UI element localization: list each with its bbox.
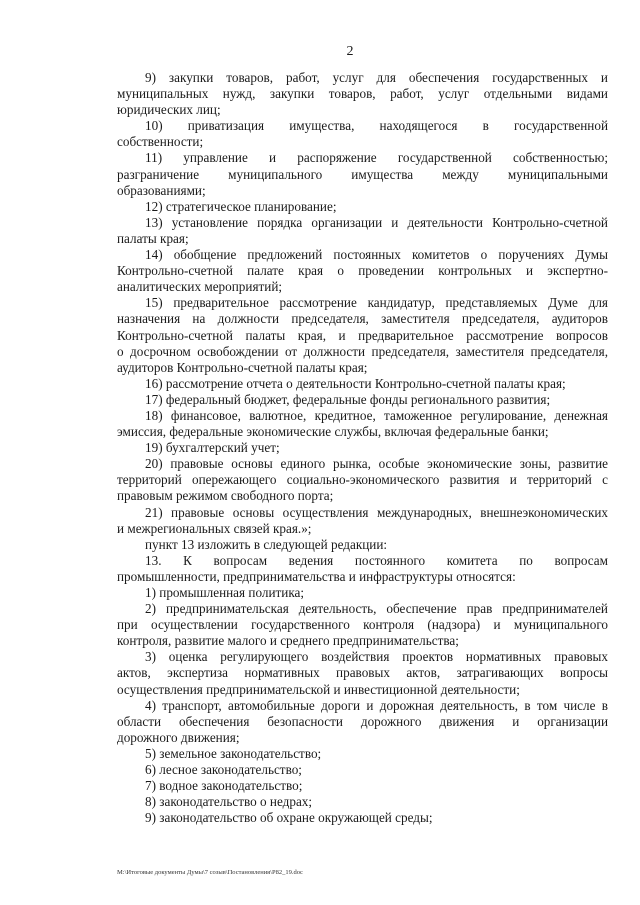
text-line: муниципальных нужд, закупки товаров, работ, услуг отдельными видами [117,86,608,102]
text-line: правовым режимом свободного порта; [117,488,334,504]
paragraph [117,698,608,746]
text-line: 12) стратегическое планирование; [145,198,337,214]
paragraph [117,505,608,537]
paragraph [117,778,608,794]
text-line: палаты края; [117,230,189,246]
text-line: 3) оценка регулирующего воздействия проектов нормативных правовых [145,649,608,665]
text-line: 17) федеральный бюджет, федеральные фонды регионального развития; [145,391,551,407]
text-line: 9) закупки товаров, работ, услуг для обеспечения государственных и [145,70,608,85]
text-line: о досрочном освобождении от должности председателя, заместителя председателя, [117,343,608,359]
text-line: осуществления предпринимательской и инвестиционной деятельности; [117,681,520,697]
text-line: юридических лиц; [117,102,221,118]
text-line: 6) лесное законодательство; [145,762,302,778]
text-line: области обеспечения безопасности дорожного движения и организации [117,713,608,729]
text-line: 19) бухгалтерский учет; [145,440,280,456]
document-body [117,70,608,826]
text-line: пункт 13 изложить в следующей редакции: [145,536,388,552]
paragraph [117,553,608,585]
text-line: 10) приватизация имущества, находящегося в государственной [145,118,608,134]
page-number: 2 [346,44,354,59]
text-line: назначения на должности председателя, заместителя председателя, аудиторов [117,311,608,327]
text-line: 15) предварительное рассмотрение кандидатур, представляемых Думе для [145,295,608,311]
text-line: 13. К вопросам ведения постоянного комитета по вопросам [145,552,608,568]
paragraph [117,199,608,215]
paragraph [117,794,608,810]
paragraph [117,746,608,762]
paragraph [117,440,608,456]
text-line: 14) обобщение предложений постоянных комитетов о поручениях Думы [145,247,608,263]
text-line: 2) предпринимательская деятельность, обеспечение прав предпринимателей [145,601,608,617]
text-line: дорожного движения; [117,729,240,745]
text-line: 18) финансовое, валютное, кредитное, таможенное регулирование, денежная [145,407,608,423]
paragraph [117,376,608,392]
paragraph [117,537,608,553]
paragraph [117,247,608,295]
paragraph [117,150,608,198]
text-line: 7) водное законодательство; [145,778,303,794]
text-line: актов, экспертиза нормативных правовых актов, затрагивающих вопросы [117,665,608,681]
text-line: 16) рассмотрение отчета о деятельности Контрольно-счетной палаты края; [145,375,566,391]
text-line: Контрольно-счетной палате края о проведении контрольных и экспертно- [117,263,608,279]
paragraph [117,215,608,247]
paragraph [117,118,608,150]
text-line: 1) промышленная политика; [145,585,305,600]
text-line: и межрегиональных связей края.»; [117,520,312,536]
paragraph [117,810,608,826]
text-line: разграничение муниципального имущества между муниципальными [117,166,608,182]
paragraph [117,762,608,778]
text-line: контроля, развитие малого и среднего предпринимательства; [117,633,459,649]
text-line: 21) правовые основы осуществления международных, внешнеэкономических [145,504,608,520]
text-line: при осуществлении государственного контроля (надзора) и муниципального [117,617,608,633]
text-line: эмиссия, федеральные экономические службы, включая федеральные банки; [117,424,549,440]
text-line: 11) управление и распоряжение государственной собственностью; [145,150,608,166]
text-line: аудиторов Контрольно-счетной палаты края; [117,359,368,375]
text-line: образованиями; [117,182,206,198]
text-line: 20) правовые основы единого рынка, особые экономические зоны, развитие [145,456,608,472]
paragraph [117,585,608,601]
text-line: 4) транспорт, автомобильные дороги и дорожная деятельность, в том числе в [145,697,608,713]
file-path-footer: M:\Итоговые документы Думы\7 созыв\Постановления\Р82_19.doc [117,869,303,876]
paragraph [117,601,608,649]
paragraph [117,456,608,504]
text-line: 13) установление порядка организации и деятельности Контрольно-счетной [145,214,608,230]
paragraph [117,70,608,118]
paragraph [117,295,608,375]
paragraph [117,408,608,440]
text-line: промышленности, предпринимательства и инфраструктуры относятся: [117,568,516,584]
text-line: 9) законодательство об охране окружающей среды; [145,810,433,826]
paragraph [117,392,608,408]
text-line: 8) законодательство о недрах; [145,794,313,810]
text-line: территорий опережающего социально-экономического развития и территорий с [117,472,608,488]
text-line: собственности; [117,134,204,150]
paragraph [117,649,608,697]
text-line: аналитических мероприятий; [117,279,283,295]
text-line: 5) земельное законодательство; [145,745,322,761]
text-line: Контрольно-счетной палаты края, и предварительное рассмотрение вопросов [117,327,608,343]
